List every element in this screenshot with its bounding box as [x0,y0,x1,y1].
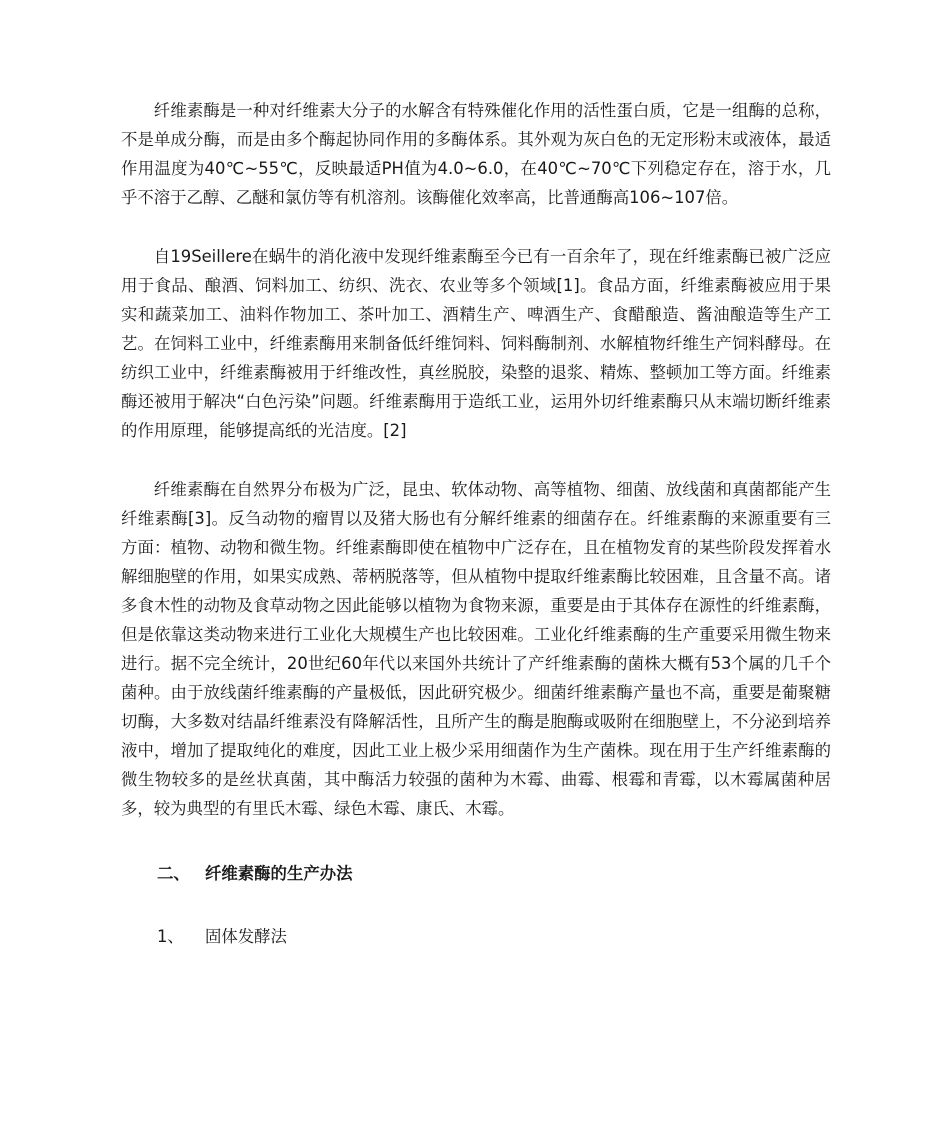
paragraph-3: 纤维素酶在自然界分布极为广泛，昆虫、软体动物、高等植物、细菌、放线菌和真菌都能产生纤维素酶[3]。反刍动物的瘤胃以及猪大肠也有分解纤维素的细菌存在。纤维素酶的来源重要有三方面：植物、动物和微生物。纤维素酶即使在植物中广泛存在，且在植物发育的某些阶段发挥着水解细胞壁的作用，如果实成熟、蒂柄脱落等，但从植物中提取纤维素酶比较困难，且含量不高。诸多食木性的动物及食草动物之因此能够以植物为食物来源，重要是由于其体存在源性的纤维素酶，但是依靠这类动物来进行工业化大规模生产也比较困难。工业化纤维素酶的生产重要采用微生物来进行。据不完全统计，20世纪60年代以来国外共统计了产纤维素酶的菌株大概有53个属的几千个菌种。由于放线菌纤维素酶的产量极低，因此研究极少。细菌纤维素酶产量也不高，重要是葡聚糖切酶，大多数对结晶纤维素没有降解活性，且所产生的酶是胞酶或吸附在细胞壁上，不分泌到培养液中，增加了提取纯化的难度，因此工业上极少采用细菌作为生产菌株。现在用于生产纤维素酶的微生物较多的是丝状真菌，其中酶活力较强的菌种为木霉、曲霉、根霉和青霉，以木霉属菌种居多，较为典型的有里氏木霉、绿色木霉、康氏、木霉。 [121,480,831,818]
subsection-number: 1、 [157,927,184,946]
section-title: 纤维素酶的生产办法 [205,864,353,883]
paragraph-2: 自19Seillere在蜗牛的消化液中发现纤维素酶至今已有一百余年了，现在纤维素酶已被广泛应用于食品、酿酒、饲料加工、纺织、洗衣、农业等多个领域[1]。食品方面，纤维素酶被应用于果实和蔬菜加工、油料作物加工、茶叶加工、酒精生产、啤酒生产、食醋酿造、酱油酿造等生产工艺。在饲料工业中，纤维素酶用来制备低纤维饲料、饲料酶制剂、水解植物纤维生产饲料酵母。在纺织工业中，纤维素酶被用于纤维改性，真丝脱胶，染整的退浆、精炼、整顿加工等方面。纤维素酶还被用于解决“白色污染”问题。纤维素酶用于造纸工业，运用外切纤维素酶只从末端切断纤维素的作用原理，能够提高纸的光洁度。[2] [121,247,831,440]
section-number: 二、 [157,864,190,883]
subsection-title: 固体发酵法 [205,927,287,946]
section-heading [121,859,831,888]
document-page [121,96,831,951]
subsection-heading [121,922,831,951]
paragraph-1: 纤维素酶是一种对纤维素大分子的水解含有特殊催化作用的活性蛋白质，它是一组酶的总称，不是单成分酶，而是由多个酶起协同作用的多酶体系。其外观为灰白色的无定形粉末或液体，最适作用温度为40℃~55℃，反映最适PH值为4.0~6.0，在40℃~70℃下列稳定存在，溶于水，几乎不溶于乙醇、乙醚和氯仿等有机溶剂。该酶催化效率高，比普通酶高106~107倍。 [121,101,831,207]
